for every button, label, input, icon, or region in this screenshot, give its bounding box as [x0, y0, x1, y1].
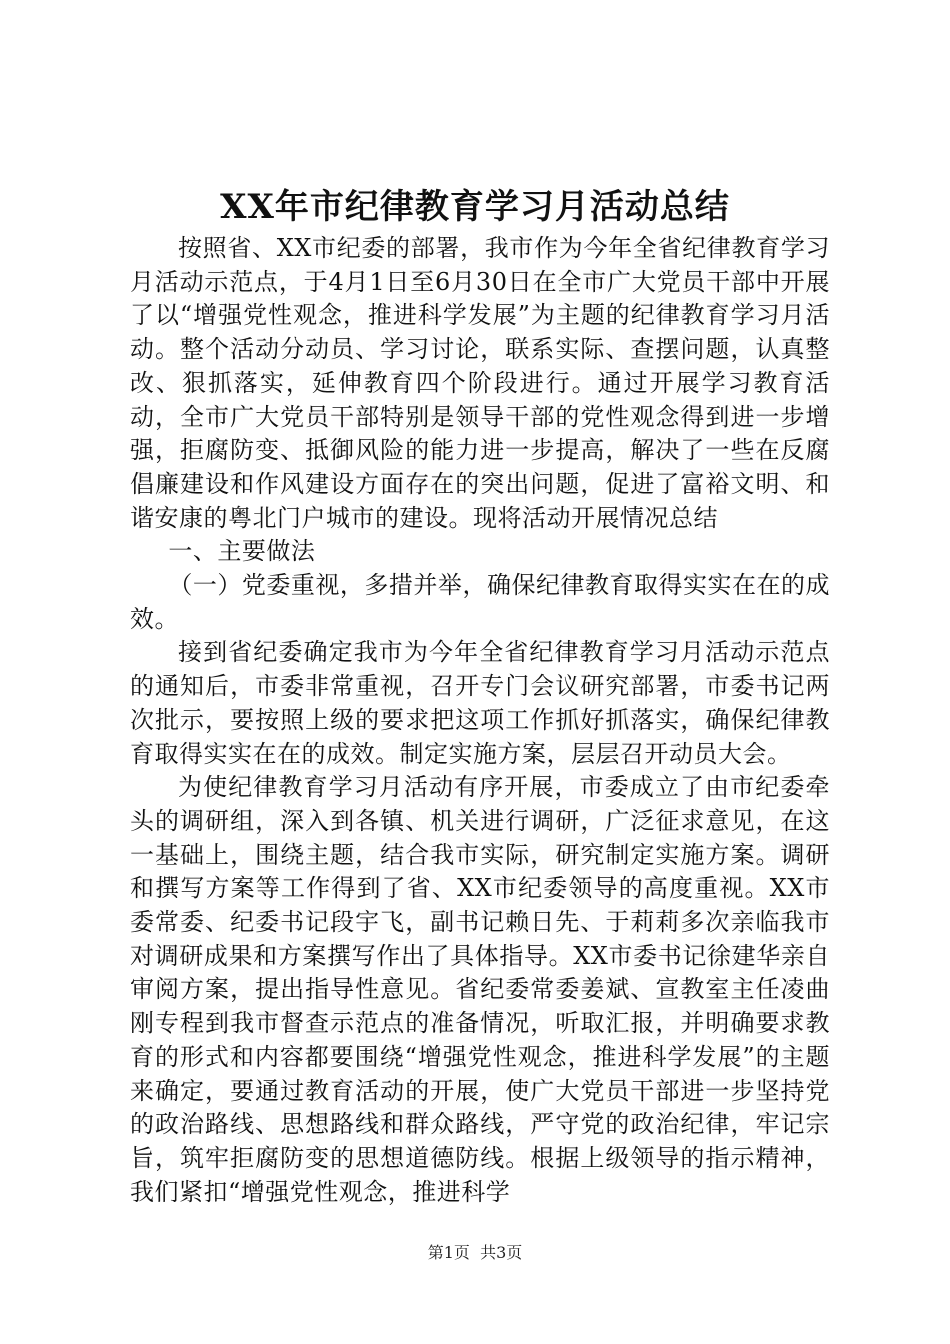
page-number: 第1页 [427, 1243, 470, 1262]
document-title: XX年市纪律教育学习月活动总结 [220, 187, 730, 227]
page-footer [0, 1242, 950, 1264]
paragraph-intro: 按照省、XX市纪委的部署，我市作为今年全省纪律教育学习月活动示范点，于4月1日至6月30日在全市广大党员干部中开展了以“增强党性观念，推进科学发展”为主题的纪律教育学习月活动。整个活动分动员、学习讨论，联系实际、查摆问题，认真整改、狠抓落实，延伸教育四个阶段进行。通过开展学习教育活动，全市广大党员干部特别是领导干部的党性观念得到进一步增强，拒腐防变、抵御风险的能力进一步提高，解决了一些在反腐倡廉建设和作风建设方面存在的突出问题，促进了富裕文明、和谐安康的粤北门户城市的建设。现将活动开展情况总结 [130, 234, 830, 532]
subsection-heading: （一）党委重视，多措并举，确保纪律教育取得实实在在的成效。 [130, 571, 830, 633]
section-heading: 一、主要做法 [168, 537, 316, 566]
paragraph: 接到省纪委确定我市为今年全省纪律教育学习月活动示范点的通知后，市委非常重视，召开专门会议研究部署，市委书记两次批示，要按照上级的要求把这项工作抓好抓落实，确保纪律教育取得实实在在的成效。制定实施方案，层层召开动员大会。 [130, 638, 830, 768]
paragraph: 为使纪律教育学习月活动有序开展，市委成立了由市纪委牵头的调研组，深入到各镇、机关进行调研，广泛征求意见，在这一基础上，围绕主题，结合我市实际，研究制定实施方案。调研和撰写方案等工作得到了省、XX市纪委领导的高度重视。XX市委常委、纪委书记段宇飞，副书记赖日先、于莉莉多次亲临我市对调研成果和方案撰写作出了具体指导。XX市委书记徐建华亲自审阅方案，提出指导性意见。省纪委常委姜斌、宣教室主任凌曲刚专程到我市督查示范点的准备情况，听取汇报，并明确要求教育的形式和内容都要围绕“增强党性观念，推进科学发展”的主题来确定，要通过教育活动的开展，使广大党员干部进一步坚持党的政治路线、思想路线和群众路线，严守党的政治纪律，牢记宗旨，筑牢拒腐防变的思想道德防线。根据上级领导的指示精神，我们紧扣“增强党性观念，推进科学 [130, 773, 830, 1206]
page-total: 共3页 [480, 1243, 523, 1262]
document-body [130, 232, 830, 1209]
